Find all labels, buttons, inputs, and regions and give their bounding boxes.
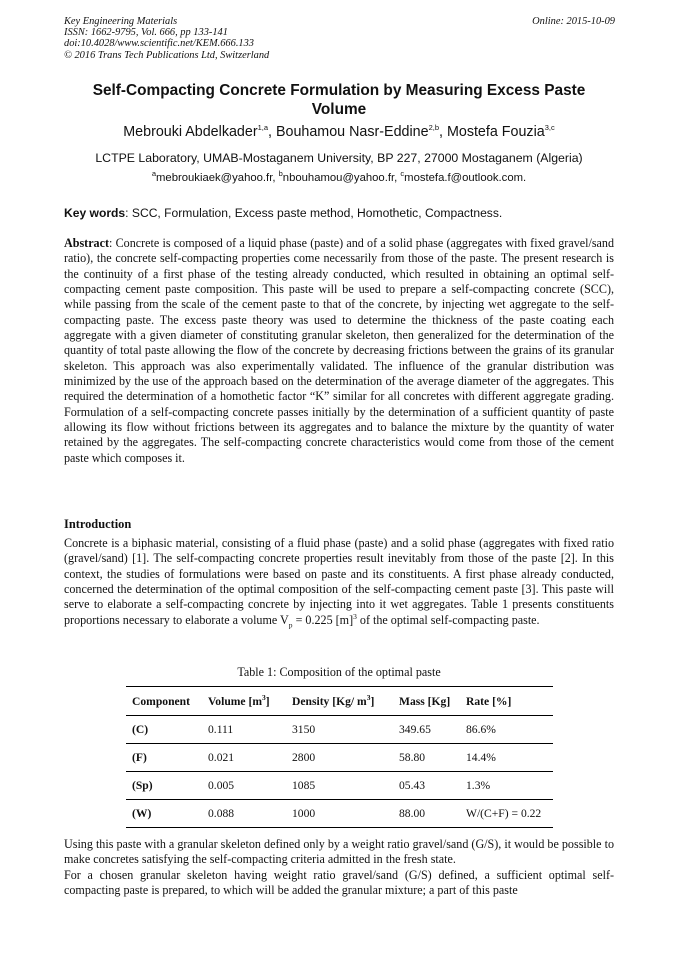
table-cell: (F) bbox=[126, 744, 202, 772]
email-mark: b bbox=[278, 169, 283, 179]
email-address[interactable]: mebroukiaek@yahoo.fr bbox=[156, 172, 273, 184]
table-row bbox=[126, 772, 553, 800]
table-cell: 05.43 bbox=[393, 772, 460, 800]
affiliation: LCTPE Laboratory, UMAB-Mostaganem University, BP 227, 27000 Mostaganem (Algeria) bbox=[95, 151, 583, 165]
table-cell: 0.021 bbox=[202, 744, 286, 772]
author-list bbox=[40, 124, 638, 140]
table-cell: 1085 bbox=[286, 772, 393, 800]
author-name: Mostefa Fouzia bbox=[446, 124, 545, 140]
author-affil-mark: 1,a bbox=[257, 123, 269, 133]
table-cell: 0.088 bbox=[202, 800, 286, 828]
intro-text-end: of the optimal self-compacting paste. bbox=[356, 612, 540, 627]
copyright-line: © 2016 Trans Tech Publications Ltd, Switzerland bbox=[64, 49, 270, 61]
keywords-label: Key words bbox=[64, 206, 126, 220]
author-affil-mark: 3,c bbox=[544, 123, 555, 133]
table-cell: (Sp) bbox=[126, 772, 202, 800]
table-cell: 1.3% bbox=[460, 772, 553, 800]
issn-line: ISSN: 1662-9795, Vol. 666, pp 133-141 bbox=[64, 27, 228, 39]
column-header: Rate [%] bbox=[460, 687, 553, 716]
online-date: Online: 2015-10-09 bbox=[532, 16, 615, 27]
composition-table bbox=[126, 686, 553, 828]
paper-title: Self-Compacting Concrete Formulation by Measuring Excess Paste Volume bbox=[92, 82, 586, 118]
table-row bbox=[126, 716, 553, 744]
column-header: Volume $[m^3]$ bbox=[202, 687, 286, 716]
column-header: Mass [Kg] bbox=[393, 687, 460, 716]
keywords-text: : SCC, Formulation, Excess paste method, Homothetic, Compactness. bbox=[125, 206, 503, 220]
table-cell: 0.005 bbox=[202, 772, 286, 800]
table-cell: 14.4% bbox=[460, 744, 553, 772]
author-separator: , bbox=[439, 124, 447, 140]
table-cell: 88.00 bbox=[393, 800, 460, 828]
email-mark: c bbox=[400, 169, 405, 179]
table-cell: 3150 bbox=[286, 716, 393, 744]
table-row bbox=[126, 800, 553, 828]
email-address[interactable]: nbouhamou@yahoo.fr bbox=[282, 172, 395, 184]
author-affil-mark: 2,b bbox=[428, 123, 439, 133]
table-caption: Table 1: Composition of the optimal paste bbox=[237, 665, 441, 679]
introduction-paragraph bbox=[64, 536, 614, 628]
table-header-row bbox=[126, 687, 553, 716]
table-cell: 349.65 bbox=[393, 716, 460, 744]
table-cell: (C) bbox=[126, 716, 202, 744]
post-table-text bbox=[64, 837, 614, 898]
keywords bbox=[64, 206, 614, 220]
abstract-label: Abstract bbox=[64, 236, 110, 250]
column-header: Density [Kg/ $m^3$] bbox=[286, 687, 393, 716]
email-mark: a bbox=[151, 169, 156, 179]
intro-text-mid: = 0.225 [m] bbox=[292, 612, 354, 627]
body-paragraph: For a chosen granular skeleton having weight ratio gravel/sand (G/S) defined, a sufficient optimal self-compacting paste is prepared, to which will be added the granular mixture; a part of this paste bbox=[64, 867, 614, 898]
journal-header bbox=[64, 16, 269, 61]
table-cell: 2800 bbox=[286, 744, 393, 772]
email-list bbox=[40, 169, 638, 184]
table-row bbox=[126, 744, 553, 772]
author-separator: , bbox=[268, 124, 276, 140]
intro-text: Concrete is a biphasic material, consisting of a fluid phase (paste) and a solid phase (aggregates with fixed ratio (gravel/sand) [1]. The self-compacting concrete properties result inevitably from those of the paste [2]. In this context, the studies of formulations were based on paste and its constituents. A first phase already conducted, concerned the determination of the optimal composition of the self-compacting cement paste [3]. This paste will serve to elaborate a self-compacting concrete by injecting into it wet aggregates. Table 1 presents constituents proportions necessary to elaborate a volume V bbox=[64, 536, 614, 627]
table-cell: (W) bbox=[126, 800, 202, 828]
column-header: Component bbox=[126, 687, 202, 716]
body-paragraph: Using this paste with a granular skeleton defined only by a weight ratio gravel/sand (G/S), it would be possible to make concretes satisfying the self-compacting criteria admitted in the fresh state. bbox=[64, 837, 614, 867]
abstract-text: : Concrete is composed of a liquid phase (paste) and of a solid phase (aggregates with fixed gravel/sand ratio), the concrete self-compacting properties come necessarily from those of the paste. The present research is the continuity of a first phase of the testing already conducted, which resulted in obtaining an optimal self-compacting cement paste composition. This paste will be used to prepare a self-compacting concrete (SCC), while passing from the scale of the cement paste to that of the concrete, by injecting wet aggregate to the self-compacting paste. The excess paste theory was used to determine the thickness of the paste coating each aggregate with a given diameter of constituting granular skeleton, then generalized for the determination of the quantity of total paste allowing the flow of the concrete by decreasing frictions between the grains of its granular skeleton. This approach was also experimentally validated. The influence of the granular distribution was minimized by the use of the approach based on the determination of the average diameter of the aggregates. This required the determination of a homothetic factor “K” similar for all concretes with different aggregate grading. Formulation of a self-compacting concrete passes initially by the determination of a sufficient quantity of paste allowing its flow without frictions between its aggregates and to balance the mixture by the quantity of water retained by the aggregates. The self-compacting concrete characteristics would come from those of the cement paste which composes it. bbox=[64, 236, 614, 465]
author-name: Bouhamou Nasr-Eddine bbox=[275, 124, 429, 140]
table-cell: 86.6% bbox=[460, 716, 553, 744]
journal-name: Key Engineering Materials bbox=[64, 16, 178, 27]
unit-superscript: 3 bbox=[353, 611, 357, 621]
table-cell: 0.111 bbox=[202, 716, 286, 744]
email-address[interactable]: mostefa.f@outlook.com bbox=[404, 172, 524, 184]
table-cell: W/(C+F) = 0.22 bbox=[460, 800, 553, 828]
table-cell: 1000 bbox=[286, 800, 393, 828]
email-separator: , bbox=[394, 172, 401, 184]
section-heading-introduction: Introduction bbox=[64, 517, 132, 531]
email-separator: , bbox=[272, 172, 279, 184]
doi-line: doi:10.4028/www.scientific.net/KEM.666.133 bbox=[64, 38, 254, 50]
table-cell: 58.80 bbox=[393, 744, 460, 772]
email-separator: . bbox=[523, 172, 527, 184]
abstract bbox=[64, 236, 614, 466]
author-name: Mebrouki Abdelkader bbox=[123, 124, 258, 140]
volume-subscript: p bbox=[288, 620, 293, 630]
